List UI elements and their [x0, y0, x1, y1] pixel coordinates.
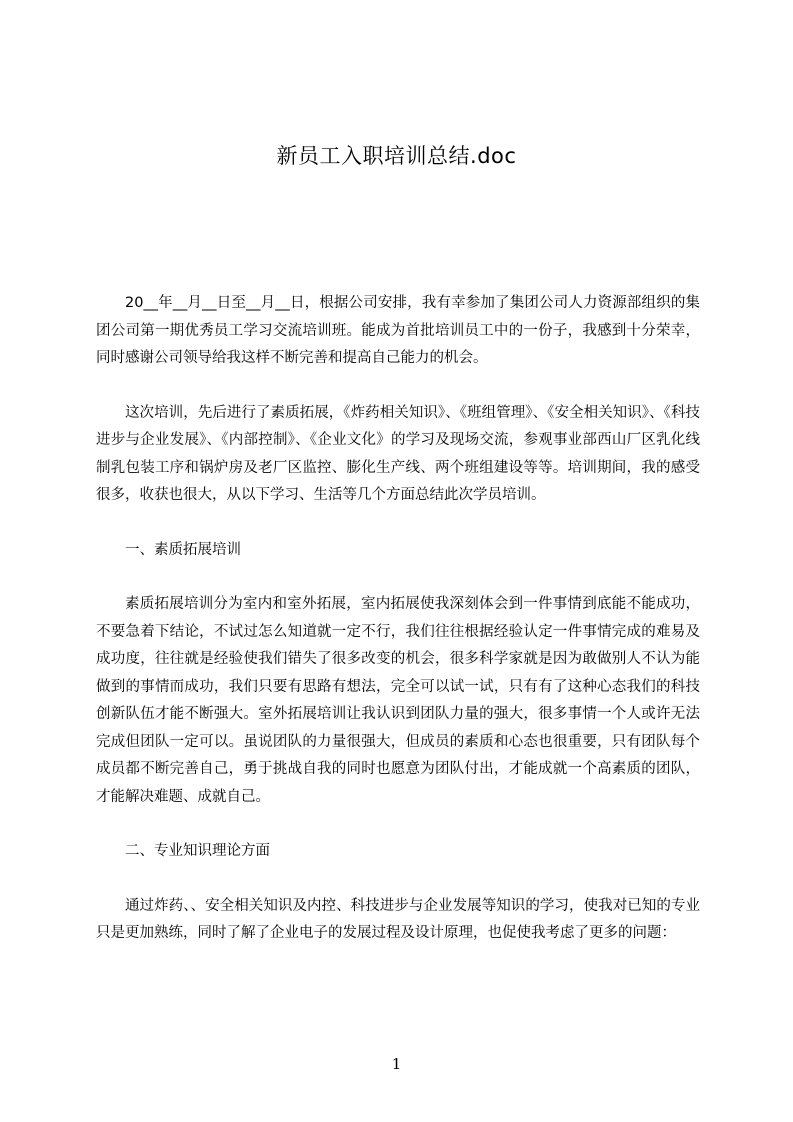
paragraph-professional-knowledge: 通过炸药、、安全相关知识及内控、科技进步与企业发展等知识的学习，使我对已知的专业只是更加熟练，同时了解了企业电子的发展过程及设计原理，也促使我考虑了更多的问题：: [96, 897, 700, 941]
page-number: 1: [391, 1055, 402, 1073]
document-body: [96, 290, 700, 975]
document-title: 新员工入职培训总结.doc: [276, 144, 517, 168]
paragraph-quality-training: 素质拓展培训分为室内和室外拓展，室内拓展使我深刻体会到一件事情到底能不能成功，不要急着下结论，不试过怎么知道就一定不行，我们往往根据经验认定一件事情完成的难易及成功度，往往就是经验使我们错失了很多改变的机会，很多科学家就是因为敢做别人不认为能做到的事情而成功，我们只要有思路有想法，完全可以试一试，只有有了这种心态我们的科技创新队伍才能不断强大。室外拓展培训让我认识到团队力量的强大，很多事情一个人或许无法完成但团队一定可以。虽说团队的力量很强大，但成员的素质和心态也很重要，只有团队每个成员都不断完善自己，勇于挑战自我的同时也愿意为团队付出，才能成就一个高素质的团队，才能解决难题、成就自己。: [96, 596, 700, 805]
section-heading-1: 一、素质拓展培训: [125, 541, 241, 558]
paragraph-intro: 20__年__月__日至__月__日，根据公司安排，我有幸参加了集团公司人力资源部组织的集团公司第一期优秀员工学习交流培训班。能成为首批培训员工中的一份子，我感到十分荣幸，同时感谢公司领导给我这样不断完善和提高自己能力的机会。: [96, 295, 700, 366]
paragraph-overview: 这次培训，先后进行了素质拓展，《炸药相关知识》、《班组管理》、《安全相关知识》、《科技进步与企业发展》、《内部控制》、《企业文化》的学习及现场交流，参观事业部西山厂区乳化线制乳包装工序和锅炉房及老厂区监控、膨化生产线、两个班组建设等等。培训期间，我的感受很多，收获也很大，从以下学习、生活等几个方面总结此次学员培训。: [96, 404, 700, 503]
section-heading-2: 二、专业知识理论方面: [125, 843, 270, 859]
